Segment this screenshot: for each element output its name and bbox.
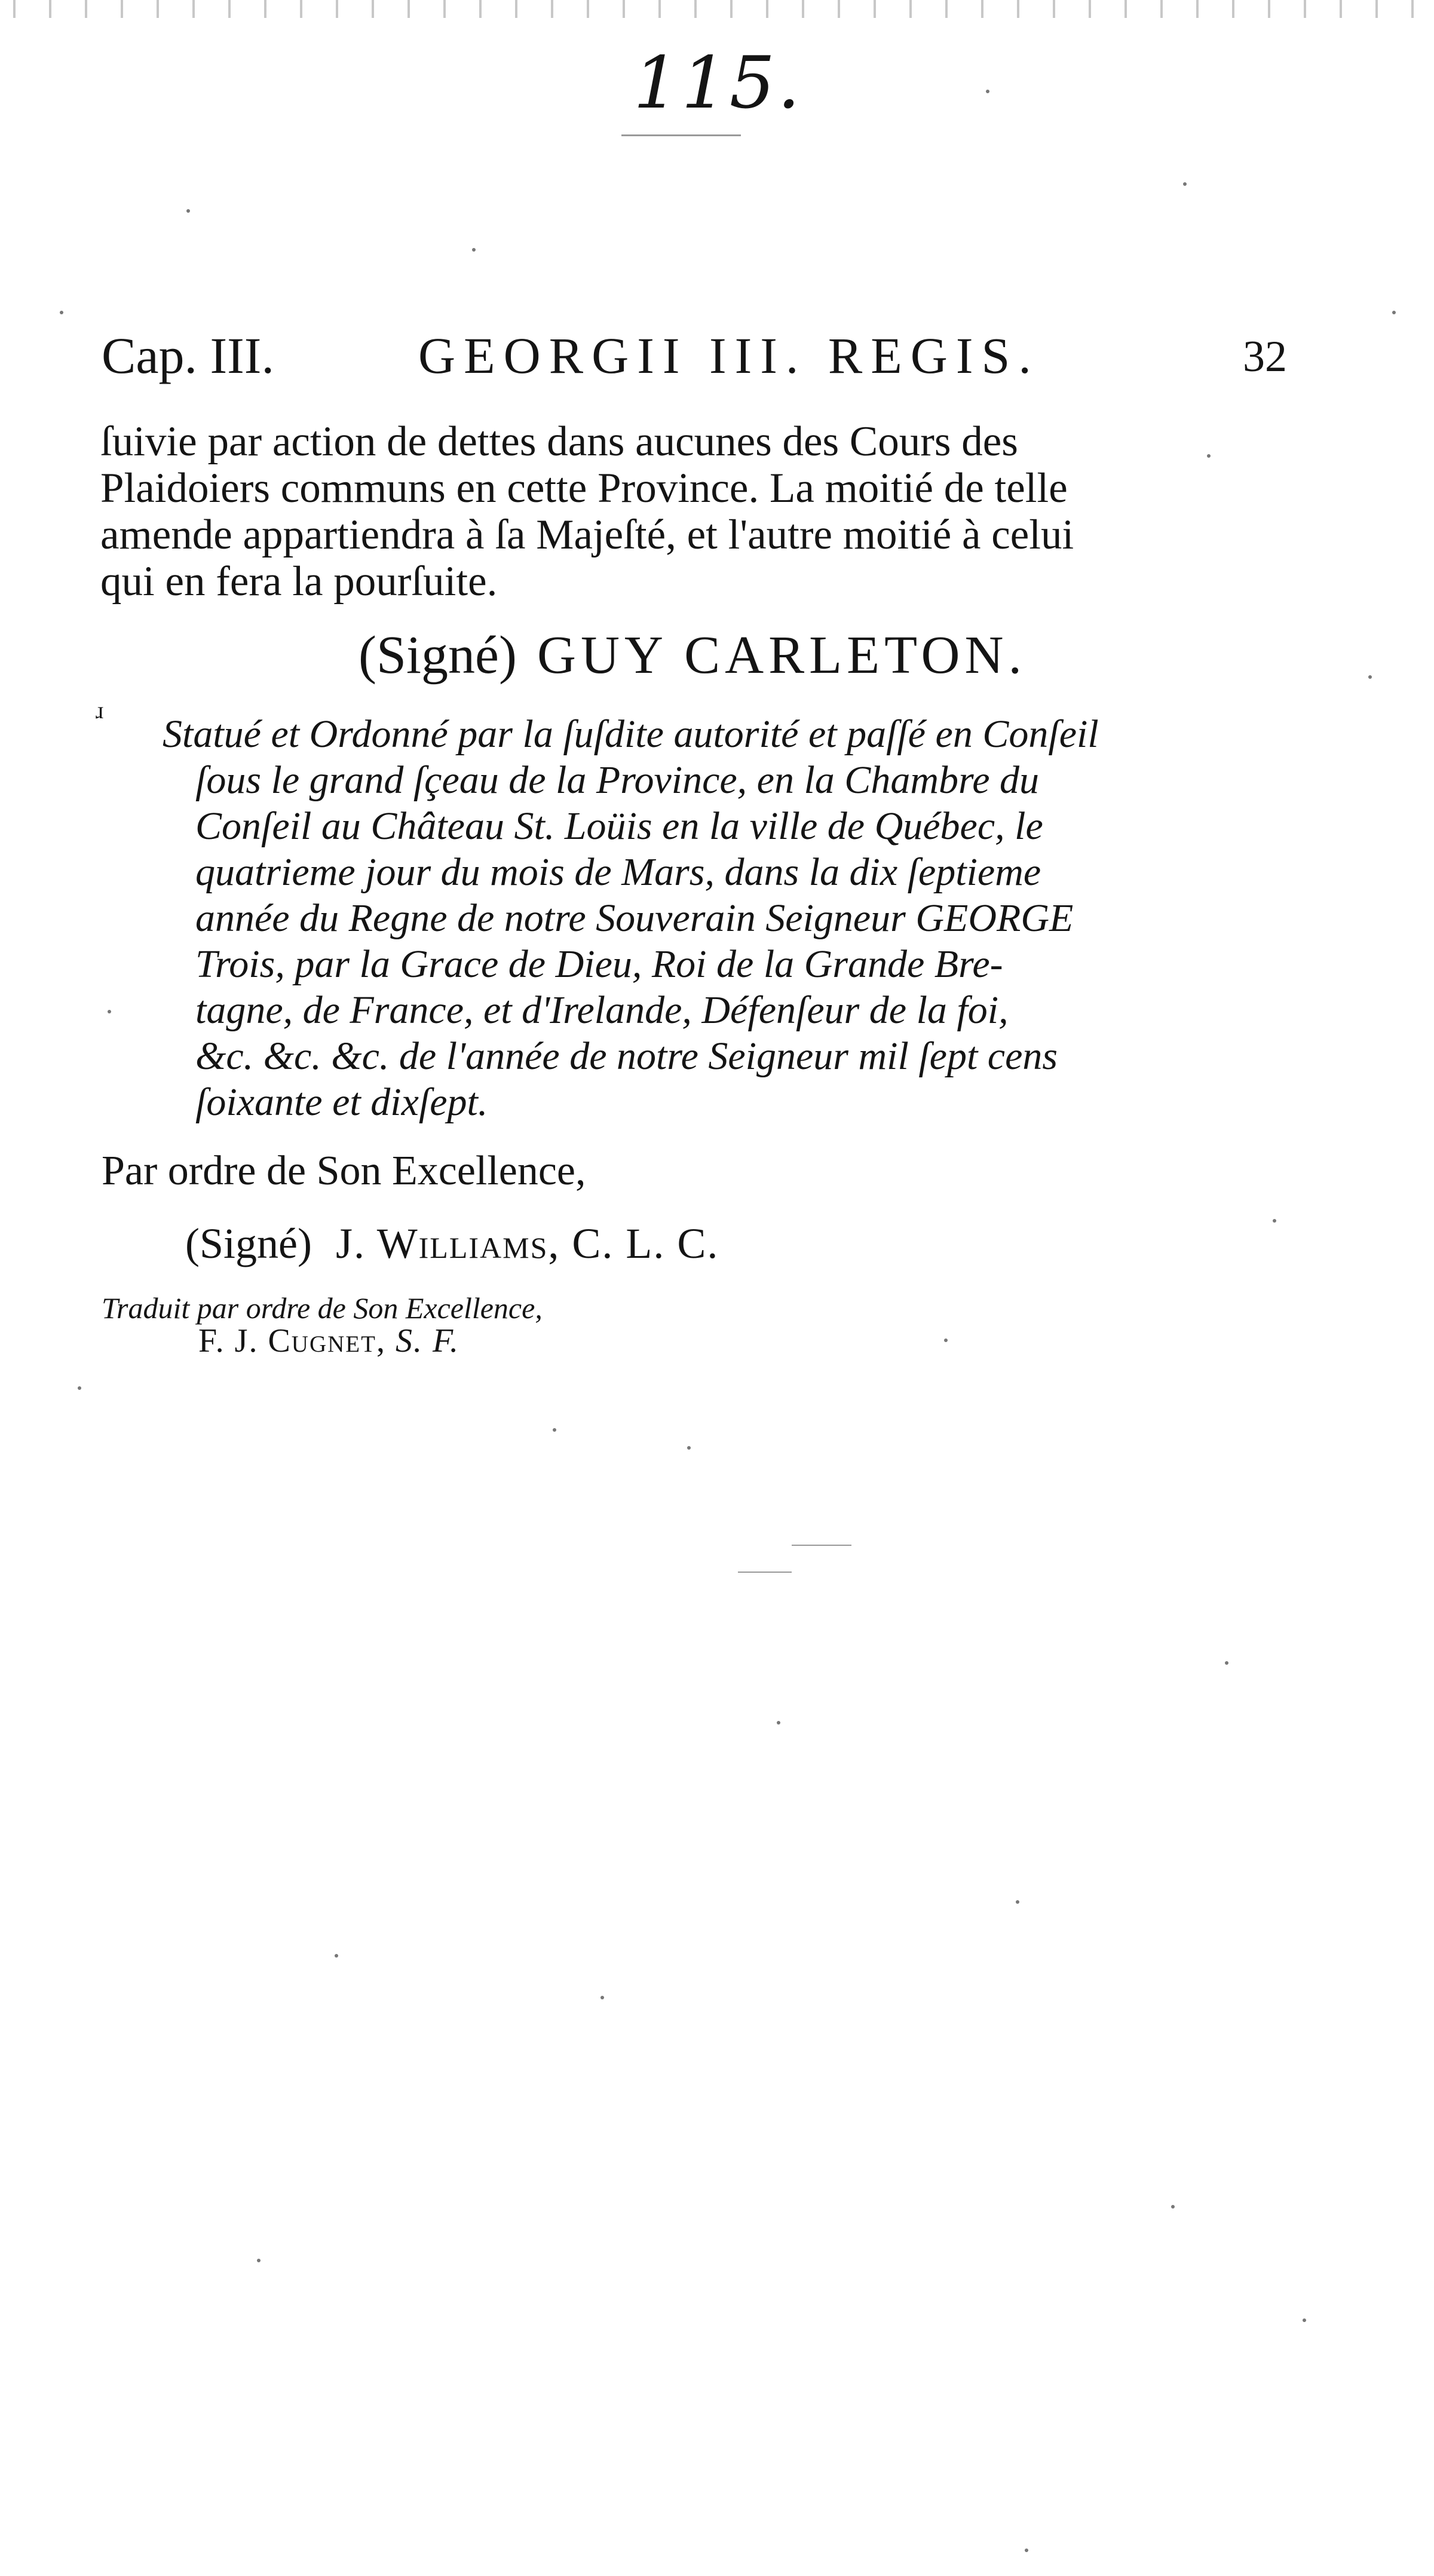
page-number: 32 — [1243, 332, 1287, 381]
scan-edge-noise — [0, 0, 1434, 18]
body-line: qui en fera la pourſuite. — [100, 558, 498, 605]
translator-title: S. F. — [395, 1322, 459, 1359]
margin-mark: ɹ — [96, 697, 104, 724]
signatory-name: GUY CARLETON. — [537, 626, 1027, 685]
order-line: Par ordre de Son Excellence, — [102, 1148, 586, 1194]
chapter-heading: Cap. III. — [102, 327, 274, 384]
enactment-line: Statué et Ordonné par la ſuſdite autorité et paſſé en Conſeil — [163, 712, 1099, 756]
faint-rule — [792, 1545, 851, 1546]
faint-rule — [738, 1572, 792, 1573]
translation-note: Traduit par ordre de Son Excellence, — [102, 1291, 543, 1325]
enactment-line: ſoixante et dixſept. — [195, 1080, 488, 1124]
signature-prefix: (Signé) — [358, 626, 517, 685]
clerk-signature — [185, 1219, 719, 1269]
enactment-clause — [163, 711, 1119, 1125]
enactment-line: &c. &c. &c. de l'année de notre Seigneur mil ſept cens — [195, 1034, 1058, 1078]
enactment-line: année du Regne de notre Souverain Seigneur GEORGE — [195, 896, 1074, 940]
signature-prefix: (Signé) — [185, 1220, 312, 1267]
enactment-line: Trois, par la Grace de Dieu, Roi de la Grande Bre- — [195, 942, 1003, 986]
body-line: ſuivie par action de dettes dans aucunes des Cours des — [100, 418, 1018, 465]
folio-underline — [621, 134, 741, 136]
enactment-line: quatrieme jour du mois de Mars, dans la dix ſeptieme — [195, 850, 1041, 894]
enactment-line: ſous le grand ſçeau de la Province, en la Chambre du — [195, 758, 1040, 802]
translator-line — [198, 1322, 459, 1360]
enactment-line: Conſeil au Château St. Loüis en la ville de Québec, le — [195, 804, 1043, 848]
translator-name: F. J. Cugnet, — [198, 1322, 386, 1359]
governor-signature — [358, 624, 1027, 686]
body-line: amende appartiendra à ſa Majeſté, et l'autre moitié à celui — [100, 511, 1074, 558]
body-line: Plaidoiers communs en cette Province. La moitié de telle — [100, 465, 1068, 511]
clerk-name: J. Williams, C. L. C. — [335, 1220, 719, 1267]
running-title: GEORGII III. REGIS. — [418, 327, 1040, 384]
body-paragraph — [100, 418, 1140, 605]
handwritten-folio: 115. — [633, 42, 803, 125]
enactment-line: tagne, de France, et d'Irelande, Défenſeur de la foi, — [195, 988, 1009, 1032]
